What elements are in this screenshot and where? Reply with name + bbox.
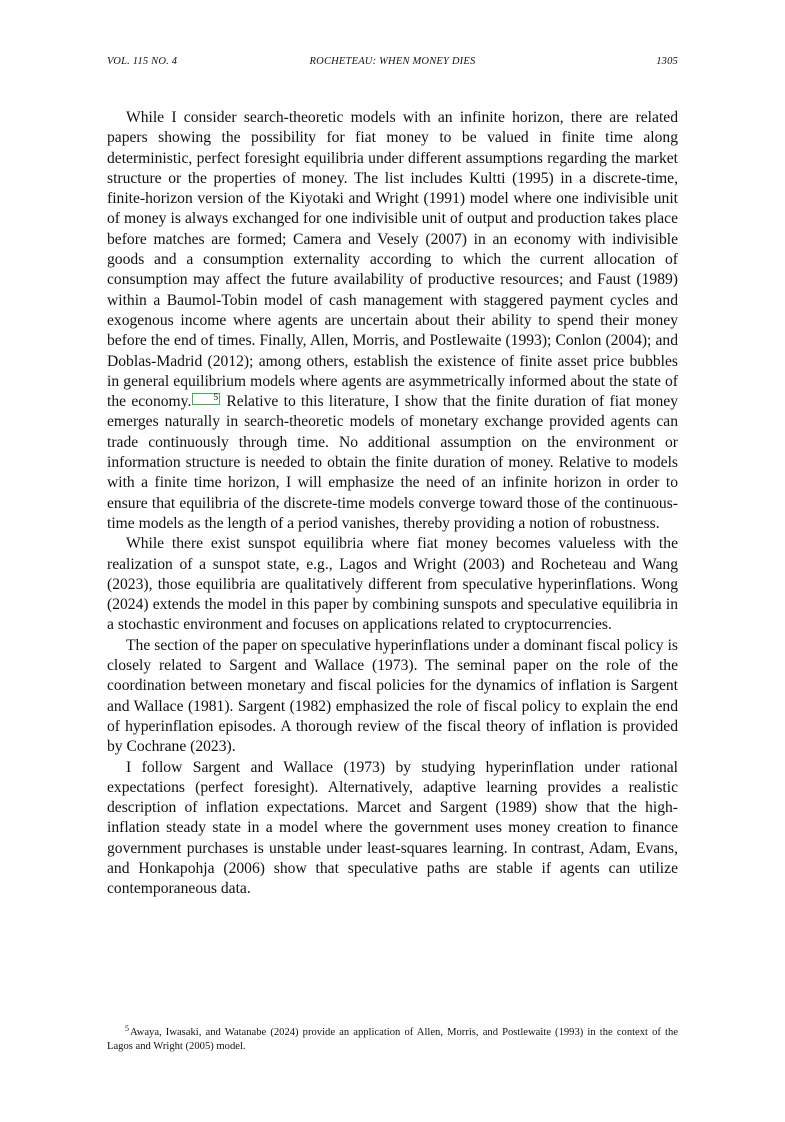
footnote-text: Awaya, Iwasaki, and Watanabe (2024) provide an application of Allen, Morris, and Postlewaite (1993) in the context of the Lagos and Wright (2005) model.: [107, 1027, 678, 1052]
body-text: [107, 108, 678, 900]
footnote: [107, 1026, 678, 1053]
journal-volume: VOL. 115 NO. 4: [107, 56, 178, 67]
paragraph-text: While I consider search-theoretic models with an infinite horizon, there are related papers showing the possibility for fiat money to be valued in finite time along deterministic, perfect foresight equilibria under different assumptions regarding the market structure or the properties of money. The list includes Kultti (1995) in a discrete-time, finite-horizon version of the Kiyotaki and Wright (1991) model where one indivisible unit of money is always exchanged for one indivisible unit of output and production takes place before matches are formed; Camera and Vesely (2007) in an economy with indivisible goods and a consumption externality according to which the current allocation of consumption may affect the future availability of productive resources; and Faust (1989) within a Baumol-Tobin model of cash management with staggered payment cycles and exogenous income where agents are uncertain about their ability to spend their money before the end of times. Finally, Allen, Morris, and Postlewaite (1993); Conlon (2004); and Doblas-Madrid (2012); among others, establish the existence of finite asset price bubbles in general equilibrium models where agents are asymmetrically informed about the state of the economy.: [107, 109, 678, 411]
running-head: [107, 56, 678, 72]
paragraph-text: Relative to this literature, I show that the finite duration of fiat money emerges naturally in search-theoretic models of monetary exchange provided agents can trade continuously through time. No additional assumption on the environment or information structure is needed to obtain the finite duration of money. Relative to models with a finite time horizon, I will emphasize the need of an infinite horizon in order to ensure that equilibria of the discrete-time models converge toward those of the continuous-time models as the length of a period vanishes, thereby providing a notion of robustness.: [107, 393, 679, 532]
paragraph-adaptive-learning: I follow Sargent and Wallace (1973) by studying hyperinflation under rational expectations (perfect foresight). Alternatively, adaptive learning provides a realistic description of inflation expectations. Marcet and Sargent (1989) show that the high-inflation steady state in a model where the government uses money creation to finance government purchases is unstable under least-squares learning. In contrast, Adam, Evans, and Honkapohja (2006) show that speculative paths are stable if agents can utilize contemporaneous data.: [107, 758, 678, 898]
page-number: 1305: [656, 56, 678, 67]
paragraph-fiscal-policy: The section of the paper on speculative hyperinflations under a dominant fiscal policy is closely related to Sargent and Wallace (1973). The seminal paper on the role of the coordination between monetary and fiscal policies for the dynamics of inflation is Sargent and Wallace (1981). Sargent (1982) emphasized the role of fiscal policy to explain the end of hyperinflation episodes. A thorough review of the fiscal theory of inflation is provided by Cochrane (2023).: [107, 636, 678, 756]
running-title: ROCHETEAU: WHEN MONEY DIES: [309, 56, 476, 67]
footnote-number: 5: [125, 1024, 129, 1033]
footnote-reference-link[interactable]: 5: [192, 393, 220, 405]
paragraph-sunspot-equilibria: While there exist sunspot equilibria where fiat money becomes valueless with the realization of a sunspot state, e.g., Lagos and Wright (2003) and Rocheteau and Wang (2023), those equilibria are qualitatively different from speculative hyperinflations. Wong (2024) extends the model in this paper by combining sunspots and speculative equilibria in a stochastic environment and focuses on applications related to cryptocurrencies.: [107, 535, 678, 634]
paragraph-related-literature: [107, 108, 678, 534]
